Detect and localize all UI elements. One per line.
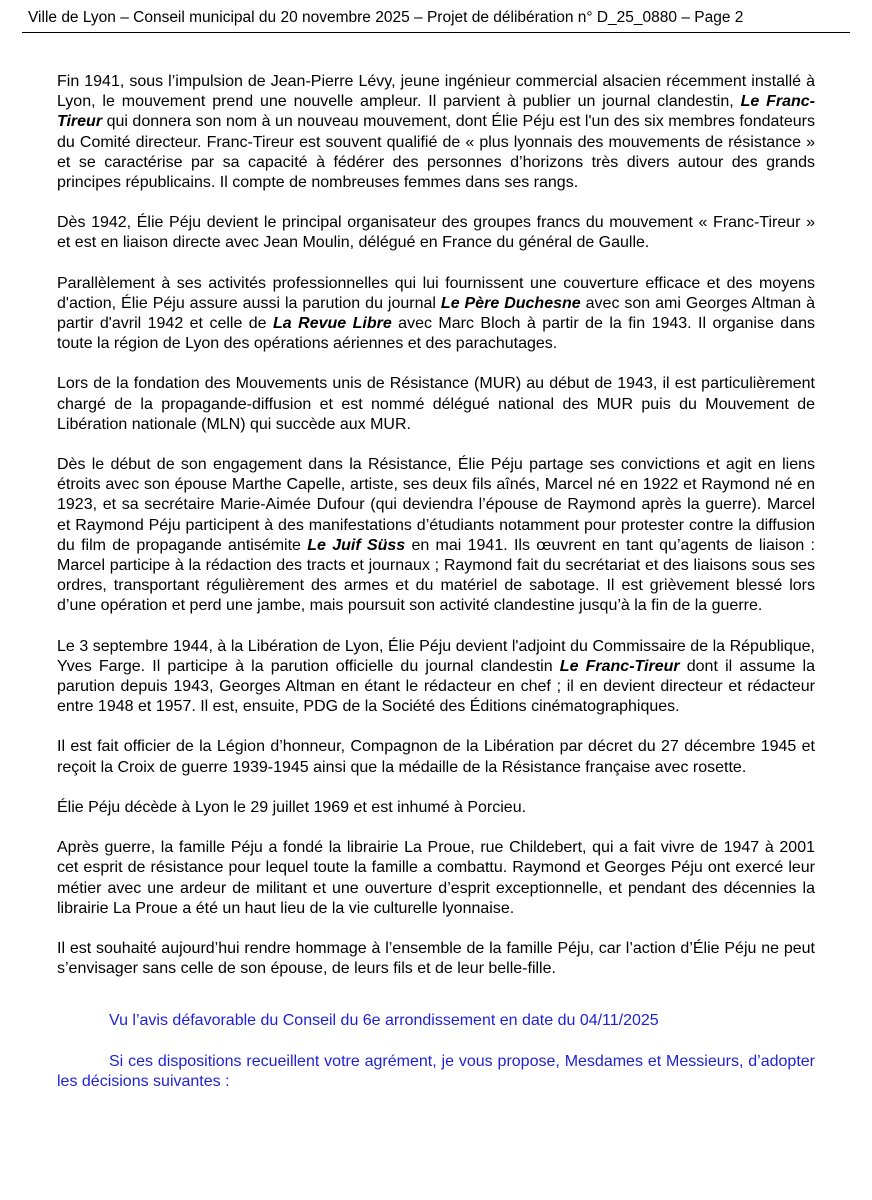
paragraph-family-engagement: Dès le début de son engagement dans la Résistance, Élie Péju partage ses convictions et agit en liens étroits avec son épouse Marthe Capelle, artiste, ses deux fils aînés, Marcel né en 1922 et Raymond né en 1923, et sa secrétaire Marie-Aimée Dufour (qui deviendra l’épouse de Raymond après la guerre). Marcel et Raymond Péju participent à des manifestations d’étudiants notamment pour protester contre la diffusion du film de propagande antisémite Le Juif Süss en mai 1941. Ils œuvrent en tant qu’agents de liaison : Marcel participe à la rédaction des tracts et journaux ; Raymond fait du secrétariat et des liaisons sous ses ordres, transportant régulièrement des armes et du matériel de sabotage. Il est grièvement blessé lors d’une opération et perd une jambe, mais poursuit son activité clandestine jusqu’à la fin de la guerre.: [57, 456, 816, 615]
formal-proposal-statement: Si ces dispositions recueillent votre agrément, je vous propose, Mesdames et Messieurs, d’adopter les décisions suivantes :: [57, 1052, 815, 1090]
paragraph-death: Élie Péju décède à Lyon le 29 juillet 1969 et est inhumé à Porcieu.: [57, 798, 527, 816]
film-title: Le Juif Süss: [307, 536, 406, 554]
journal-title: Le Père Duchesne: [440, 294, 581, 312]
paragraph-liberation: Le 3 septembre 1944, à la Libération de Lyon, Élie Péju devient l'adjoint du Commissaire de la République, Yves Farge. Il participe à la parution officielle du journal clandestin Le Franc-Tireur dont il assume la parution depuis 1943, Georges Altman en étant le rédacteur en chef ; il en devient directeur et rédacteur entre 1948 et 1957. Il est, ensuite, PDG de la Société des Éditions cinématographiques.: [57, 637, 815, 716]
paragraph-mur: Lors de la fondation des Mouvements unis de Résistance (MUR) au début de 1943, il est particulièrement chargé de la propagande-diffusion et est nommé délégué national des MUR puis du Mouvement de Libération nationale (MLN) qui succède aux MUR.: [57, 375, 815, 433]
paragraph-groupes-francs: Dès 1942, Élie Péju devient le principal organisateur des groupes francs du mouvement « Franc-Tireur » et est en liaison directe avec Jean Moulin, délégué en France du général de Gaulle.: [57, 214, 815, 252]
formal-vu-statement: Vu l’avis défavorable du Conseil du 6e arrondissement en date du 04/11/2025: [109, 1012, 659, 1030]
journal-title: La Revue Libre: [273, 315, 392, 333]
journal-title: Le Franc-Tireur: [57, 93, 816, 131]
paragraph-honours: Il est fait officier de la Légion d’honneur, Compagnon de la Libération par décret du 27 décembre 1945 et reçoit la Croix de guerre 1939-1945 ainsi que la médaille de la Résistance française avec rosette.: [57, 738, 815, 776]
header-divider: [22, 32, 850, 33]
paragraph-publications: Parallèlement à ses activités professionnelles qui lui fournissent une couverture efficace et des moyens d'action, Élie Péju assure aussi la parution du journal Le Père Duchesne avec son ami Georges Altman à partir d'avril 1942 et celle de La Revue Libre avec Marc Bloch à partir de la fin 1943. Il organise dans toute la région de Lyon des opérations aériennes et des parachutages.: [57, 274, 816, 353]
paragraph-franc-tireur-founding: Fin 1941, sous l’impulsion de Jean-Pierre Lévy, jeune ingénieur commercial alsacien récemment installé à Lyon, le mouvement prend une nouvelle ampleur. Il parvient à publier un journal clandestin, Le Franc-Tireur qui donnera son nom à un nouveau mouvement, dont Élie Péju est l'un des six membres fondateurs du Comité directeur. Franc-Tireur est souvent qualifié de « plus lyonnais des mouvements de résistance » et se caractérise par sa capacité à fédérer des personnes d’horizons très divers autour des grands principes républicains. Il compte de nombreuses femmes dans ses rangs.: [57, 73, 816, 192]
paragraph-la-proue: Après guerre, la famille Péju a fondé la librairie La Proue, rue Childebert, qui a fait vivre de 1947 à 2001 cet esprit de résistance pour lequel toute la famille a combattu. Raymond et Georges Péju ont exercé leur métier avec une ardeur de militant et une ouverture d’esprit exceptionnelle, et pendant des décennies la librairie La Proue a été un haut lieu de la vie culturelle lyonnaise.: [57, 839, 815, 917]
paragraph-homage: Il est souhaité aujourd’hui rendre hommage à l’ensemble de la famille Péju, car l’action d’Élie Péju ne peut s’envisager sans celle de son épouse, de leurs fils et de leur belle-fille.: [57, 939, 815, 978]
page-header: Ville de Lyon – Conseil municipal du 20 novembre 2025 – Projet de délibération n° D_25_0880 – Page 2: [28, 9, 744, 26]
document-body: [57, 72, 815, 1092]
journal-title: Le Franc-Tireur: [559, 657, 680, 675]
